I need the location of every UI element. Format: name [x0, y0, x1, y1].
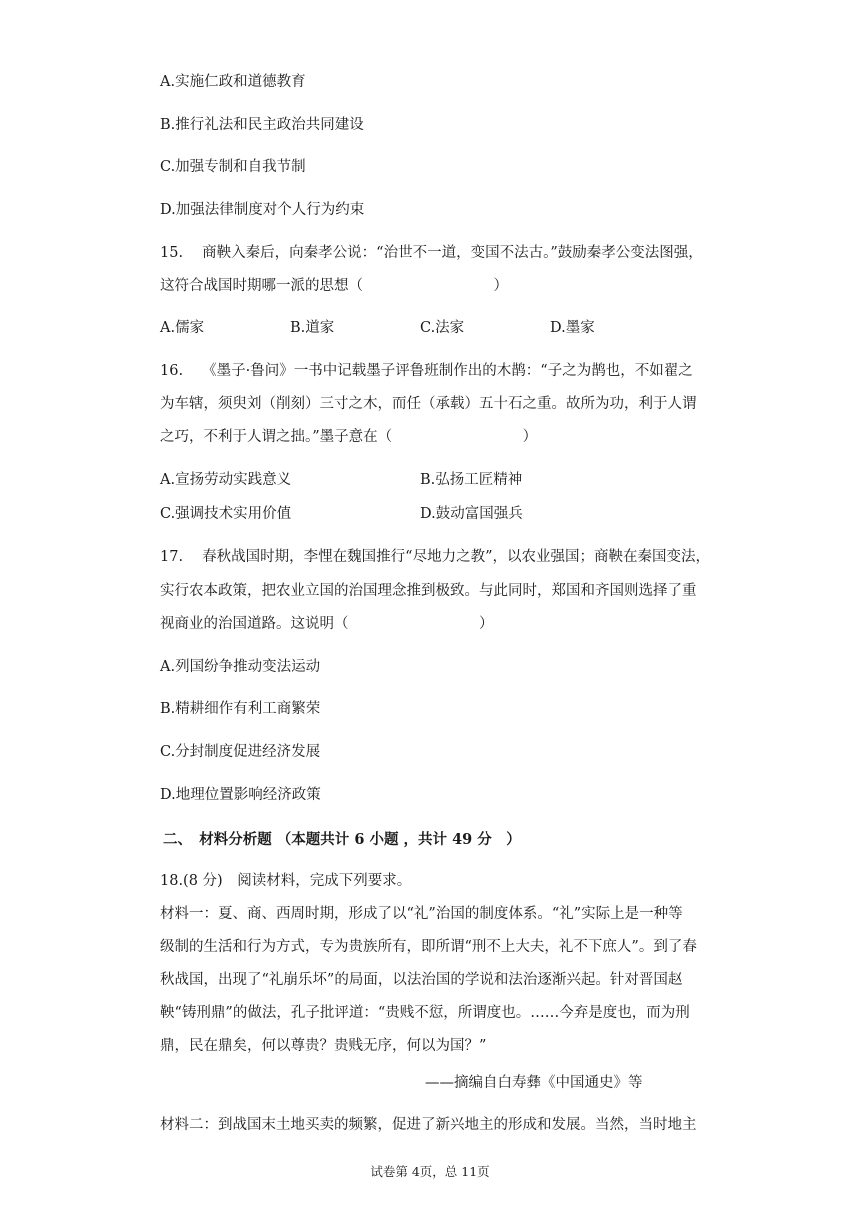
section-heading: 二、 材料分析题 （本题共计 6 小题 ，共计 49 分 ） [163, 831, 521, 848]
q15-option-d: D.墨家 [550, 320, 595, 336]
page-footer: 试卷第 4页，总 11页 [370, 1164, 490, 1179]
q16-option-b: B.弘扬工匠精神 [420, 472, 523, 488]
q18-header: 18.(8 分) 阅读材料，完成下列要求。 [160, 873, 412, 889]
q16-stem-line-2: 为车辖，须臾刘（削刻）三寸之木，而任（承载）五十石之重。故所为功，利于人谓 [160, 396, 697, 412]
q16-option-c: C.强调技术实用价值 [160, 506, 292, 522]
q15-option-c: C.法家 [420, 320, 465, 336]
q18-material1-line-2: 级制的生活和行为方式，专为贵族所有，即所谓“刑不上大夫，礼不下庶人”。到了春 [160, 939, 697, 955]
q17-stem-line-1: 17. 春秋战国时期，李悝在魏国推行“尽地力之教”，以农业强国；商鞅在秦国变法， [160, 549, 710, 565]
q17-stem-line-3: 视商业的治国道路。这说明（ ） [160, 616, 494, 632]
q17-stem-line-2: 实行农本政策，把农业立国的治国理念推到极致。与此同时，郑国和齐国则选择了重 [160, 583, 697, 599]
q18-material2-line-1: 材料二：到战国末土地买卖的频繁，促进了新兴地主的形成和发展。当然，当时地主 [160, 1117, 697, 1133]
q17-option-b: B.精耕细作有利工商繁荣 [160, 701, 321, 717]
q16-option-a: A.宣扬劳动实践意义 [160, 472, 292, 488]
q14-option-d: D.加强法律制度对个人行为约束 [160, 202, 365, 218]
q14-option-b: B.推行礼法和民主政治共同建设 [160, 117, 364, 133]
q17-option-c: C.分封制度促进经济发展 [160, 744, 321, 760]
q15-stem-line-1: 15. 商鞅入秦后，向秦孝公说：“治世不一道，变国不法古。”鼓励秦孝公变法图强， [160, 245, 703, 261]
q15-option-b: B.道家 [290, 320, 335, 336]
q16-option-d: D.鼓动富国强兵 [420, 506, 523, 522]
q18-material1-source: ——摘编自白寿彝《中国通史》等 [425, 1075, 643, 1091]
q15-option-a: A.儒家 [160, 320, 205, 336]
q17-option-a: A.列国纷争推动变法运动 [160, 659, 321, 675]
q15-stem-line-2: 这符合战国时期哪一派的思想（ ） [160, 278, 508, 294]
q17-option-d: D.地理位置影响经济政策 [160, 787, 321, 803]
q16-stem-line-3: 之巧，不利于人谓之拙。”墨子意在（ ） [160, 429, 538, 445]
q18-material1-line-4: 鞅“铸刑鼎”的做法，孔子批评道：“贵贱不愆，所谓度也。……今弃是度也，而为刑 [160, 1005, 690, 1021]
q14-option-c: C.加强专制和自我节制 [160, 159, 306, 175]
q18-material1-line-3: 秋战国，出现了“礼崩乐坏”的局面，以法治国的学说和法治逐渐兴起。针对晋国赵 [160, 972, 683, 988]
q18-material1-line-5: 鼎，民在鼎矣，何以尊贵？贵贱无序，何以为国？” [160, 1038, 487, 1054]
q16-stem-line-1: 16. 《墨子·鲁问》一书中记载墨子评鲁班制作出的木鹊：“子之为鹊也，不如翟之 [160, 363, 693, 379]
q18-material1-line-1: 材料一：夏、商、西周时期，形成了以“礼”治国的制度体系。“礼”实际上是一种等 [160, 906, 683, 922]
q14-option-a: A.实施仁政和道德教育 [160, 74, 306, 90]
